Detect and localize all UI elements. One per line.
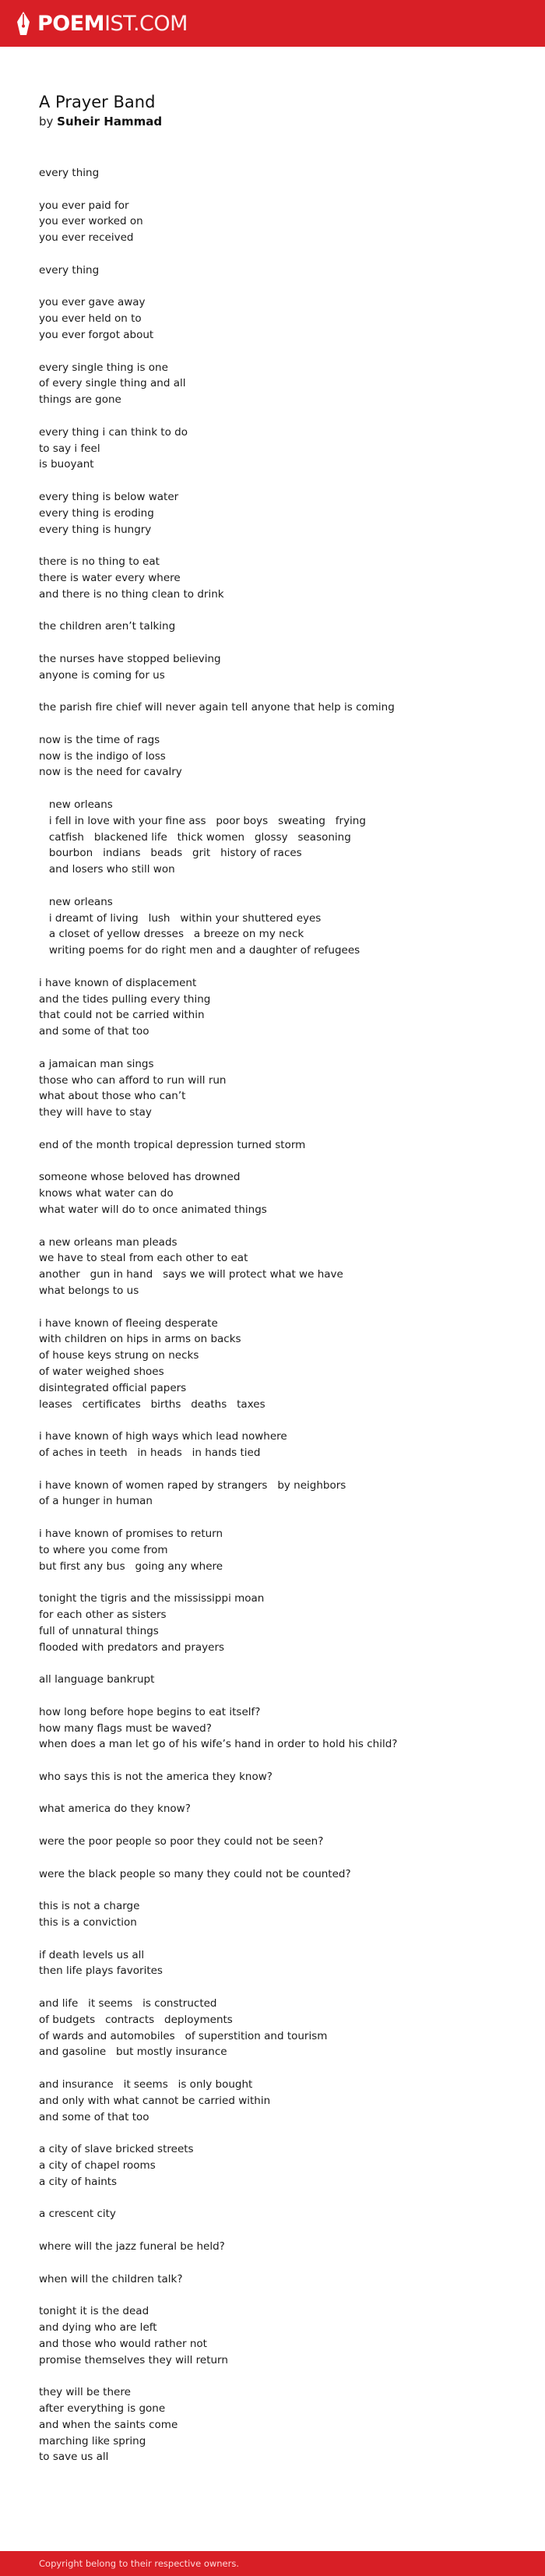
poem-line: to where you come from	[39, 1543, 168, 1556]
poem-line: after everything is gone	[39, 2402, 166, 2415]
poem-line: when will the children talk?	[39, 2272, 183, 2285]
poem-line: of wards and automobiles of superstition and tourism	[39, 2029, 328, 2042]
stanza	[39, 1801, 506, 1817]
poem-line: a jamaican man sings	[39, 1057, 154, 1070]
poem-line: tonight the tigris and the mississippi moan	[39, 1592, 265, 1605]
poem-line: what water will do to once animated things	[39, 1203, 267, 1216]
stanza	[39, 1769, 506, 1785]
poem-line: those who can afford to run will run	[39, 1073, 227, 1087]
stanza	[39, 732, 506, 781]
poem-line: of budgets contracts deployments	[39, 2013, 233, 2026]
stanza	[39, 165, 506, 181]
poem-line: i have known of women raped by strangers by neighbors	[39, 1478, 346, 1492]
stanza	[39, 294, 506, 343]
stanza	[39, 1704, 506, 1753]
poem-line: the children aren’t talking	[39, 620, 176, 633]
poem-line: and insurance it seems is only bought	[39, 2078, 253, 2091]
poem-line: a city of slave bricked streets	[39, 2143, 194, 2156]
poem-line: flooded with predators and prayers	[39, 1640, 225, 1654]
poem-line: i have known of high ways which lead nowhere	[39, 1430, 287, 1443]
stanza	[39, 198, 506, 246]
stanza	[39, 975, 506, 1040]
stanza	[39, 1316, 506, 1413]
poem-line: and the tides pulling every thing	[39, 992, 211, 1006]
poem-line: then life plays favorites	[39, 1965, 163, 1978]
poem-line: you ever held on to	[39, 312, 142, 326]
poem-line: and when the saints come	[39, 2418, 178, 2431]
poem-line: what belongs to us	[39, 1284, 139, 1297]
author-link[interactable]: Suheir Hammad	[57, 115, 163, 129]
poem-line: end of the month tropical depression turned storm	[39, 1138, 306, 1151]
poem-line: you ever paid for	[39, 199, 129, 212]
poem-line: they will have to stay	[39, 1106, 152, 1119]
poem-line: and some of that too	[39, 2110, 149, 2123]
poem-line: i fell in love with your fine ass poor boys sweating frying	[39, 814, 366, 827]
poem-line: and only with what cannot be carried within	[39, 2094, 271, 2107]
top-bar	[0, 0, 545, 47]
poem-line: now is the time of rags	[39, 733, 160, 746]
stanza	[39, 1996, 506, 2060]
poem-line: bourbon indians beads grit history of races	[39, 847, 302, 860]
pen-nib-icon	[16, 11, 31, 36]
poem-line: a crescent city	[39, 2208, 116, 2221]
logo-text-bold: POEM	[37, 11, 105, 36]
poem-line: who says this is not the america they know?	[39, 1770, 272, 1783]
stanza	[39, 1137, 506, 1154]
logo-text-light: IST.COM	[104, 11, 188, 36]
stanza	[39, 1898, 506, 1931]
poem-line: every thing is hungry	[39, 523, 152, 536]
poem-line: that could not be carried within	[39, 1009, 205, 1022]
poem-line: and there is no thing clean to drink	[39, 587, 224, 601]
poem-line: someone whose beloved has drowned	[39, 1171, 241, 1184]
poem-line: what america do they know?	[39, 1802, 191, 1816]
poem-line: every thing is below water	[39, 490, 179, 503]
poem-line: there is water every where	[39, 571, 181, 584]
poem-line: were the black people so many they could not be counted?	[39, 1867, 351, 1880]
poem-line: and losers who still won	[39, 863, 175, 876]
stanza	[39, 1947, 506, 1980]
poem-line: i have known of displacement	[39, 976, 197, 989]
stanza	[39, 554, 506, 602]
poem-line: with children on hips in arms on backs	[39, 1333, 241, 1346]
poem-line: and gasoline but mostly insurance	[39, 2046, 227, 2059]
stanza	[39, 2303, 506, 2368]
poem-line: if death levels us all	[39, 1948, 145, 1961]
stanza	[39, 1169, 506, 1218]
poem-line: catfish blackened life thick women glossy seasoning	[39, 830, 351, 844]
poem-line: tonight it is the dead	[39, 2305, 149, 2318]
poem-line: now is the indigo of loss	[39, 749, 166, 763]
poem-line: what about those who can’t	[39, 1090, 186, 1103]
stanza	[39, 1429, 506, 1461]
stanza	[39, 489, 506, 537]
stanza	[39, 2271, 506, 2288]
poem-line: we have to steal from each other to eat	[39, 1252, 248, 1265]
site-logo-text	[37, 13, 188, 34]
poem-line: the nurses have stopped believing	[39, 652, 221, 665]
stanza	[39, 894, 506, 959]
stanza	[39, 1591, 506, 1655]
poem-line: you ever gave away	[39, 296, 146, 309]
poem-line: i have known of promises to return	[39, 1527, 223, 1540]
poem-line: promise themselves they will return	[39, 2353, 228, 2366]
stanza	[39, 2384, 506, 2465]
poem-line: leases certificates births deaths taxes	[39, 1397, 265, 1411]
poem-title: A Prayer Band	[39, 93, 156, 111]
poem-line: of aches in teeth in heads in hands tied	[39, 1446, 261, 1459]
poem-line: a closet of yellow dresses a breeze on my neck	[39, 928, 304, 941]
poem-line: i dreamt of living lush within your shuttered eyes	[39, 911, 322, 925]
poem-line: every thing is eroding	[39, 506, 154, 520]
poem-line: knows what water can do	[39, 1187, 174, 1200]
poem-line: you ever forgot about	[39, 328, 154, 341]
stanza	[39, 2141, 506, 2190]
poem-line: the parish fire chief will never again tell anyone that help is coming	[39, 701, 395, 714]
poem-line: you ever worked on	[39, 215, 143, 228]
byline-prefix: by	[39, 115, 58, 129]
stanza	[39, 1235, 506, 1299]
poem-line: a city of haints	[39, 2175, 118, 2188]
poem-line: of every single thing and all	[39, 377, 186, 390]
poem-line: to save us all	[39, 2451, 109, 2464]
footer	[0, 2551, 545, 2576]
stanza	[39, 2077, 506, 2125]
stanza	[39, 700, 506, 716]
poem-line: of house keys strung on necks	[39, 1349, 199, 1362]
poem-line: every thing	[39, 263, 100, 277]
stanza	[39, 797, 506, 878]
stanza	[39, 425, 506, 473]
poem-line: now is the need for cavalry	[39, 766, 182, 779]
stanza	[39, 618, 506, 635]
poem-line: every thing	[39, 167, 100, 179]
poem-line: and some of that too	[39, 1025, 149, 1038]
poem-line: is buoyant	[39, 458, 94, 471]
poem-line: and dying who are left	[39, 2321, 157, 2334]
poem-line: and life it seems is constructed	[39, 1997, 217, 2010]
stanza	[39, 2239, 506, 2255]
poem-line: things are gone	[39, 393, 121, 407]
poem-line: there is no thing to eat	[39, 555, 160, 569]
poem-line: this is a conviction	[39, 1916, 137, 1929]
poem-line: were the poor people so poor they could not be seen?	[39, 1835, 324, 1848]
poem-line: every single thing is one	[39, 361, 168, 374]
byline	[39, 114, 506, 129]
poem-line: writing poems for do right men and a daughter of refugees	[39, 944, 360, 957]
poem-line: another gun in hand says we will protect what we have	[39, 1268, 343, 1281]
poem-line: they will be there	[39, 2386, 131, 2399]
stanza	[39, 1056, 506, 1121]
poem-line: how many flags must be waved?	[39, 1721, 212, 1735]
poem-line: when does a man let go of his wife’s hand in order to hold his child?	[39, 1738, 398, 1751]
copyright-text: Copyright belong to their respective owners.	[39, 2558, 240, 2569]
stanza	[39, 1866, 506, 1883]
stanza	[39, 360, 506, 408]
poem-line: all language bankrupt	[39, 1673, 155, 1686]
poem-line: but first any bus going any where	[39, 1559, 223, 1573]
poem-line: new orleans	[39, 798, 113, 812]
poem-line: marching like spring	[39, 2434, 146, 2447]
poem-line: disintegrated official papers	[39, 1381, 187, 1394]
poem-line: of a hunger in human	[39, 1495, 153, 1508]
poem-line: of water weighed shoes	[39, 1365, 164, 1378]
poem-line: anyone is coming for us	[39, 668, 165, 682]
stanza	[39, 1478, 506, 1510]
stanza	[39, 1672, 506, 1688]
poem-line: where will the jazz funeral be held?	[39, 2240, 225, 2253]
poem-line: this is not a charge	[39, 1900, 140, 1913]
poem-line: new orleans	[39, 895, 113, 908]
stanza	[39, 263, 506, 279]
poem-line: and those who would rather not	[39, 2337, 207, 2350]
stanza	[39, 2206, 506, 2222]
poem-body	[39, 165, 506, 2465]
poem-line: full of unnatural things	[39, 1624, 159, 1637]
poem-line: how long before hope begins to eat itself?	[39, 1705, 261, 1718]
stanza	[39, 651, 506, 684]
poem-line: you ever received	[39, 231, 134, 245]
poem-article	[39, 90, 506, 2482]
stanza	[39, 1526, 506, 1574]
poem-line: for each other as sisters	[39, 1608, 167, 1621]
site-logo[interactable]	[16, 11, 188, 36]
poem-line: a city of chapel rooms	[39, 2159, 156, 2173]
stanza	[39, 1834, 506, 1850]
poem-line: every thing i can think to do	[39, 425, 188, 439]
poem-line: i have known of fleeing desperate	[39, 1316, 218, 1330]
poem-line: a new orleans man pleads	[39, 1235, 178, 1249]
poem-line: to say i feel	[39, 442, 100, 455]
